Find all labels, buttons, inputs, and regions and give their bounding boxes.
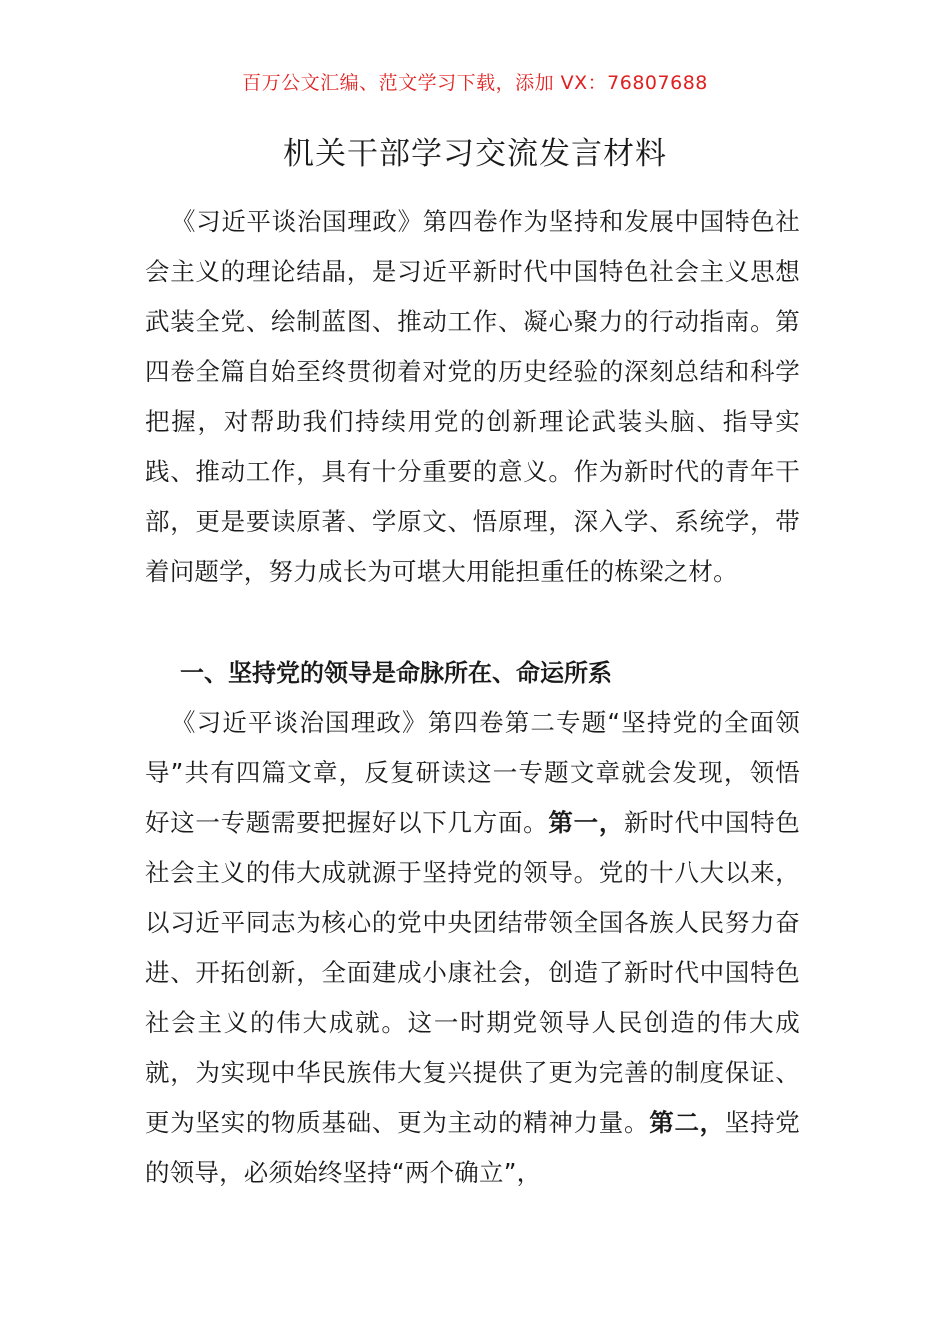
paragraph-intro: 《习近平谈治国理政》第四卷作为坚持和发展中国特色社会主义的理论结晶，是习近平新时代中国特色社会主义思想武装全党、绘制蓝图、推动工作、凝心聚力的行动指南。第四卷全篇自始至终贯彻着对党的历史经验的深刻总结和科学把握，对帮助我们持续用党的创新理论武装头脑、指导实践、推动工作，具有十分重要的意义。作为新时代的青年干部，更是要读原著、学原文、悟原理，深入学、系统学，带着问题学，努力成长为可堪大用能担重任的栋梁之材。 (145, 207, 800, 586)
paragraph-section-1 (145, 698, 800, 1198)
point-text-second: 坚持党的领导，必须始终坚持“两个确立”， (145, 1108, 800, 1187)
paragraph-intro-text: 《习近平谈治国理政》第四卷第二专题“坚持党的全面领导”共有四篇文章，反复研读这一专题文章就会发现，领悟好这一专题需要把握好以下几方面。 (145, 708, 800, 837)
header-watermark-note: 百万公文汇编、范文学习下载，添加 VX：76807688 (242, 72, 708, 94)
document-title: 机关干部学习交流发言材料 (283, 136, 667, 172)
point-label-second: 第二， (649, 1108, 725, 1137)
point-text-first: 新时代中国特色社会主义的伟大成就源于坚持党的领导。党的十八大以来，以习近平同志为核心的党中央团结带领全国各族人民努力奋进、开拓创新，全面建成小康社会，创造了新时代中国特色社会主义的伟大成就。这一时期党领导人民创造的伟大成就，为实现中华民族伟大复兴提供了更为完善的制度保证、更为坚实的物质基础、更为主动的精神力量。 (145, 808, 800, 1137)
point-label-first: 第一， (548, 808, 625, 837)
section-heading-1: 一、坚持党的领导是命脉所在、命运所系 (180, 659, 612, 687)
